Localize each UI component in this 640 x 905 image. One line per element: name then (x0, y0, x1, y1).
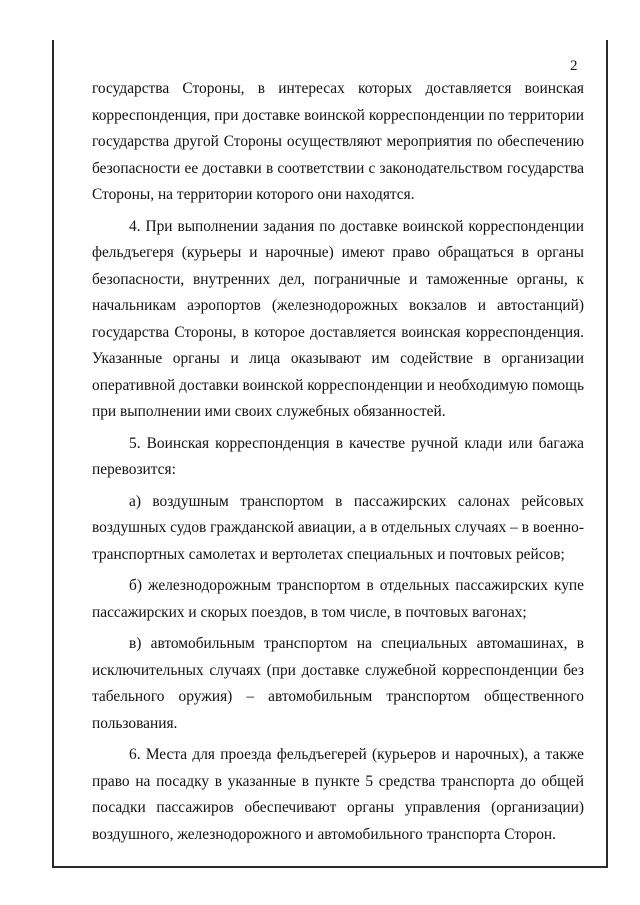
paragraph-item-6: 6. Места для проезда фельдъегерей (курьеров и нарочных), а также право на посадку в указанные в пункте 5 средства транспорта до общей посадки пассажиров обеспечивают органы управления (организации) воздушного, железнодорожного и автомобильного транспорта Сторон. (92, 746, 584, 843)
document-body (92, 76, 584, 848)
subitem-a: а) воздушным транспортом в пассажирских салонах рейсовых воздушных судов гражданской авиации, а в отдельных случаях – в военно-транспортных самолетах и вертолетах специальных и почтовых рейсов; (92, 492, 584, 563)
subitem-b: б) железнодорожным транспортом в отдельных пассажирских купе пассажирских и скорых поездов, в том числе, в почтовых вагонах; (92, 577, 584, 621)
paragraph-item-5: 5. Воинская корреспонденция в качестве ручной клади или багажа перевозится: (92, 434, 584, 478)
subitem-v: в) автомобильным транспортом на специальных автомашинах, в исключительных случаях (при доставке служебной корреспонденции без табельного оружия) – автомобильным транспортом общественного пользования. (92, 635, 584, 732)
paragraph-item-4: 4. При выполнении задания по доставке воинской корреспонденции фельдъегеря (курьеры и нарочные) имеют право обращаться в органы безопасности, внутренних дел, пограничные и таможенные органы, к начальникам аэропортов (железнодорожных вокзалов и автостанций) государства Стороны, в которое доставляется воинская корреспонденция. Указанные органы и лица оказывают им содействие в организации оперативной доставки воинской корреспонденции и необходимую помощь при выполнении ими своих служебных обязанностей. (92, 217, 584, 420)
paragraph-continuation: государства Стороны, в интересах которых доставляется воинская корреспонденция, при доставке воинской корреспонденции по территории государства другой Стороны осуществляют мероприятия по обеспечению безопасности ее доставки в соответствии с законодательством государства Стороны, на территории которого они находятся. (92, 80, 584, 203)
page-number: 2 (570, 58, 578, 74)
